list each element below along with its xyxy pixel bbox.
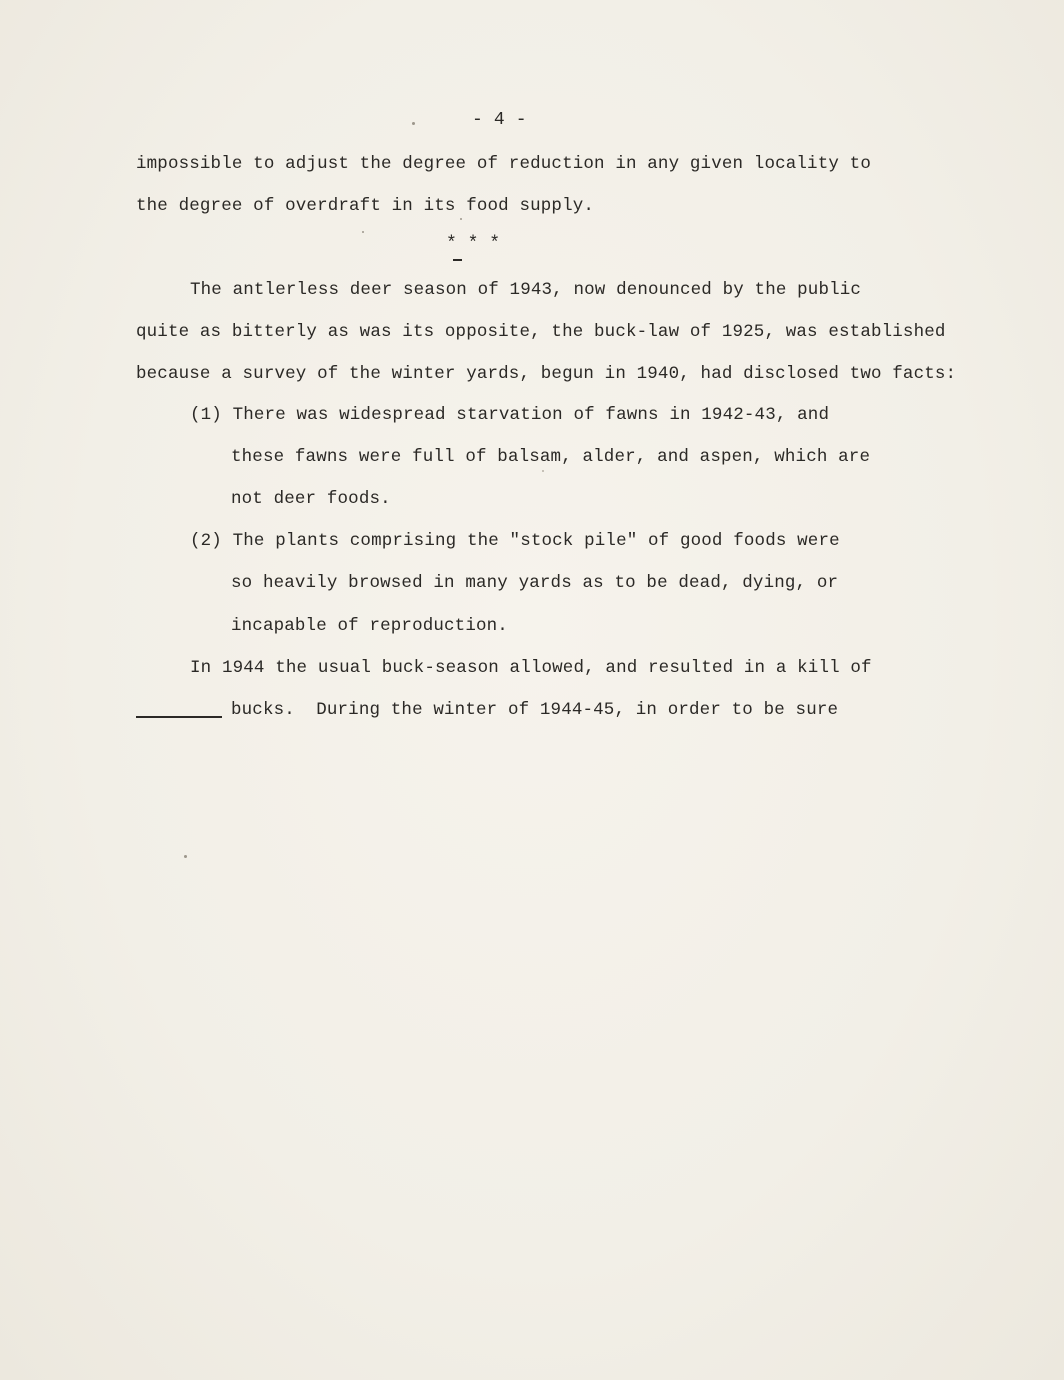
text-line: because a survey of the winter yards, begun in 1940, had disclosed two facts: <box>136 364 957 384</box>
text-line: the degree of overdraft in its food supply. <box>136 196 595 216</box>
text-line: impossible to adjust the degree of reduction in any given locality to <box>136 154 871 174</box>
paper-speck <box>362 231 364 233</box>
paper-speck <box>412 122 415 125</box>
list-item-2-continuation: so heavily browsed in many yards as to be dead, dying, or <box>231 573 839 593</box>
text-line: quite as bitterly as was its opposite, the buck-law of 1925, was established <box>136 322 946 342</box>
paper-speck <box>460 218 462 220</box>
list-item-2: (2) The plants comprising the "stock pile" of good foods were <box>190 531 840 551</box>
list-item-2-continuation: incapable of reproduction. <box>231 616 508 636</box>
text-line: In 1944 the usual buck-season allowed, and resulted in a kill of <box>190 658 872 678</box>
paper-speck <box>542 470 544 472</box>
text-line: The antlerless deer season of 1943, now denounced by the public <box>190 280 862 300</box>
paper-speck <box>184 855 187 858</box>
blank-fill-in-line <box>136 716 222 718</box>
section-break: * * * <box>446 234 501 254</box>
list-item-1-continuation: not deer foods. <box>231 489 391 509</box>
section-break-underline <box>453 259 462 261</box>
text-line: bucks. During the winter of 1944-45, in order to be sure <box>231 700 839 720</box>
list-item-1: (1) There was widespread starvation of fawns in 1942-43, and <box>190 405 830 425</box>
list-item-1-continuation: these fawns were full of balsam, alder, and aspen, which are <box>231 447 871 467</box>
page-number: - 4 - <box>472 110 527 130</box>
